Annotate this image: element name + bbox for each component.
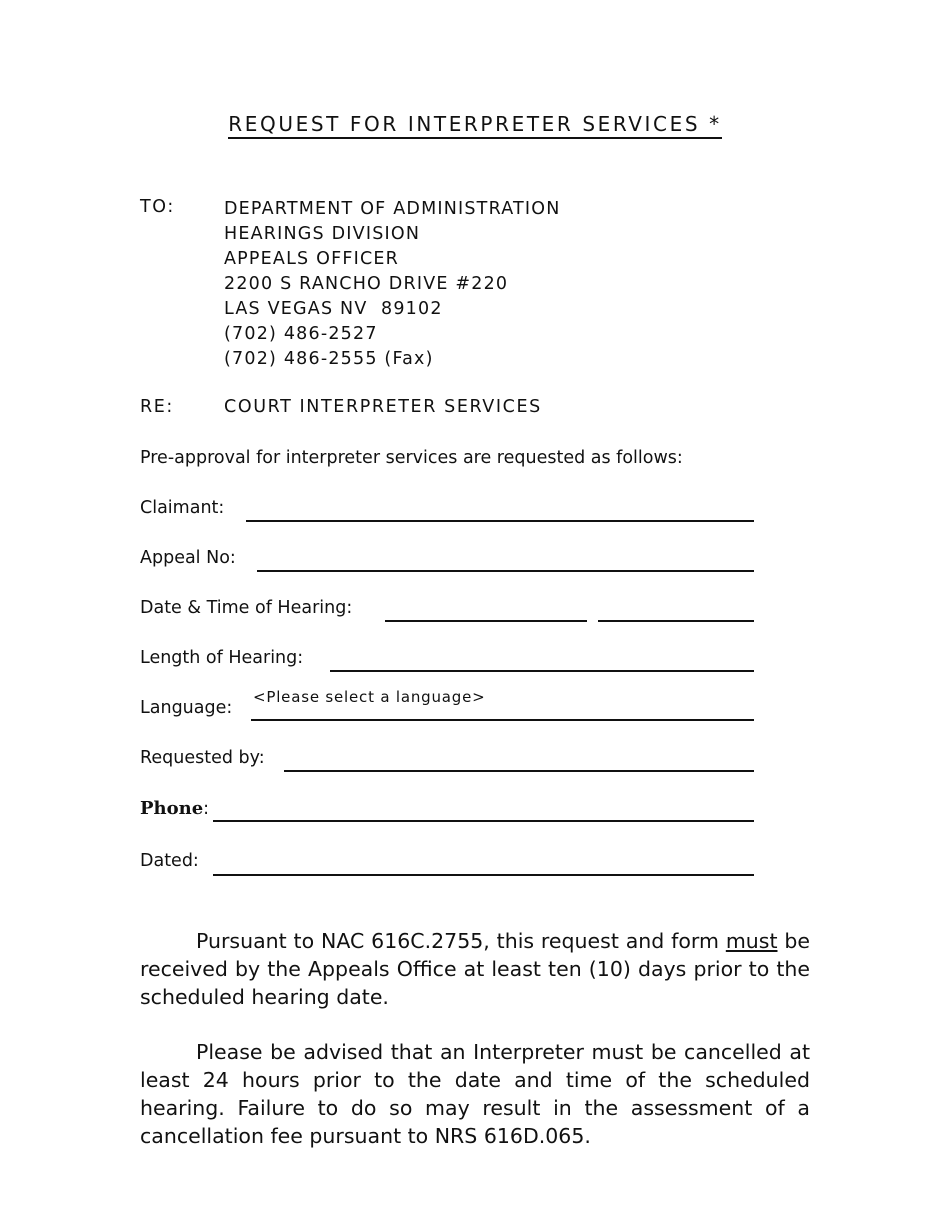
dated-label: Dated:	[140, 851, 199, 871]
phone-field[interactable]	[213, 800, 754, 822]
hearing-time-field[interactable]	[598, 600, 754, 622]
notice-paragraph-deadline	[140, 927, 810, 1011]
language-label: Language:	[140, 698, 233, 718]
paragraph1-before: Pursuant to NAC 616C.2755, this request and form	[196, 929, 726, 953]
requested-by-label: Requested by:	[140, 748, 265, 768]
to-label: TO:	[140, 197, 175, 217]
re-subject: COURT INTERPRETER SERVICES	[224, 397, 542, 417]
to-line-phone: (702) 486-2527	[224, 324, 378, 344]
language-underline	[251, 719, 754, 721]
requested-by-field[interactable]	[284, 750, 754, 772]
re-label: RE:	[140, 397, 174, 417]
length-label: Length of Hearing:	[140, 648, 304, 668]
language-select[interactable]: <Please select a language>	[253, 688, 486, 706]
hearing-date-field[interactable]	[385, 600, 587, 622]
length-field[interactable]	[330, 650, 754, 672]
to-line-fax: (702) 486-2555 (Fax)	[224, 349, 434, 369]
appeal-no-label: Appeal No:	[140, 548, 236, 568]
to-line-city: LAS VEGAS NV 89102	[224, 299, 443, 319]
notice-paragraph-cancellation: Please be advised that an Interpreter must be cancelled at least 24 hours prior to the date and time of the scheduled hearing. Failure to do so may result in the assessment of a cancellation fee pursuant to NRS 616D.065.	[140, 1040, 810, 1148]
phone-label-colon: :	[203, 799, 210, 819]
paragraph1-after: be received by the Appeals Office at least ten (10) days prior to the scheduled hearing date.	[140, 929, 810, 1009]
hearing-date-time-label: Date & Time of Hearing:	[140, 598, 353, 618]
to-line-division: HEARINGS DIVISION	[224, 224, 421, 244]
to-line-department: DEPARTMENT OF ADMINISTRATION	[224, 199, 561, 219]
to-line-officer: APPEALS OFFICER	[224, 249, 400, 269]
intro-text: Pre-approval for interpreter services are requested as follows:	[140, 448, 683, 468]
appeal-no-field[interactable]	[257, 550, 754, 572]
to-line-street: 2200 S RANCHO DRIVE #220	[224, 274, 509, 294]
form-title-text: REQUEST FOR INTERPRETER SERVICES *	[228, 112, 721, 139]
dated-field[interactable]	[213, 854, 754, 876]
paragraph1-emphasis: must	[725, 929, 778, 953]
phone-label-text: Phone	[140, 798, 204, 819]
to-address-block	[224, 197, 561, 372]
claimant-field[interactable]	[246, 500, 754, 522]
phone-label	[140, 798, 209, 819]
form-title	[0, 112, 950, 136]
claimant-label: Claimant:	[140, 498, 225, 518]
